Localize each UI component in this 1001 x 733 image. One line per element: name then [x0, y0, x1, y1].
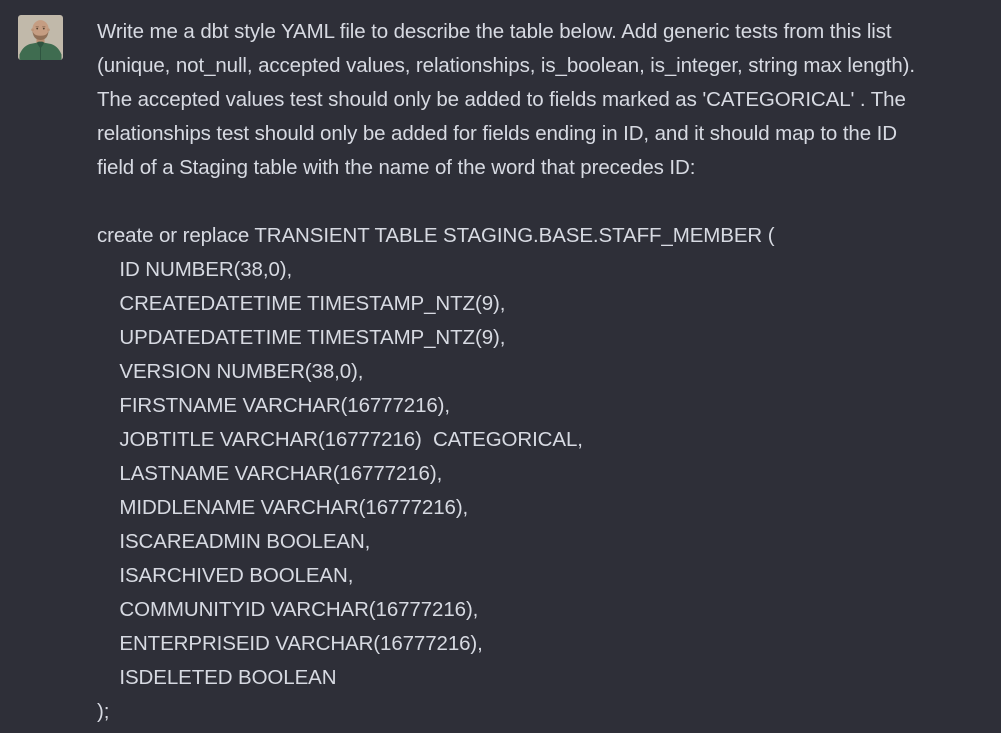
- user-message-text: [97, 15, 997, 729]
- sql-code-line: ID NUMBER(38,0),: [97, 258, 293, 281]
- sql-code-line: CREATEDATETIME TIMESTAMP_NTZ(9),: [97, 292, 506, 315]
- sql-code-line: ISCAREADMIN BOOLEAN,: [97, 530, 371, 553]
- sql-code-line: ISARCHIVED BOOLEAN,: [97, 564, 354, 587]
- sql-code-line: COMMUNITYID VARCHAR(16777216),: [97, 598, 479, 621]
- sql-code-line: VERSION NUMBER(38,0),: [97, 360, 364, 383]
- message-paragraph: [97, 15, 997, 185]
- sql-code-line: MIDDLENAME VARCHAR(16777216),: [97, 496, 469, 519]
- user-avatar-photo: [18, 15, 63, 60]
- sql-code-line: LASTNAME VARCHAR(16777216),: [97, 462, 443, 485]
- message-paragraph-line: (unique, not_null, accepted values, relationships, is_boolean, is_integer, string max length).: [97, 54, 915, 77]
- sql-ddl-block: [97, 219, 997, 729]
- sql-code-line: JOBTITLE VARCHAR(16777216) CATEGORICAL,: [97, 428, 583, 451]
- sql-code-line: ENTERPRISEID VARCHAR(16777216),: [97, 632, 483, 655]
- message-paragraph-line: field of a Staging table with the name of the word that precedes ID:: [97, 156, 696, 179]
- message-paragraph-line: The accepted values test should only be added to fields marked as 'CATEGORICAL' . The: [97, 88, 906, 111]
- message-paragraph-line: Write me a dbt style YAML file to describe the table below. Add generic tests from this list: [97, 20, 892, 43]
- message-paragraph-line: relationships test should only be added for fields ending in ID, and it should map to the ID: [97, 122, 897, 145]
- sql-code-line: );: [97, 700, 110, 723]
- sql-code-line: FIRSTNAME VARCHAR(16777216),: [97, 394, 451, 417]
- user-avatar: [18, 15, 63, 60]
- sql-code-line: create or replace TRANSIENT TABLE STAGING.BASE.STAFF_MEMBER (: [97, 224, 775, 247]
- sql-code-line: ISDELETED BOOLEAN: [97, 666, 337, 689]
- sql-code-line: UPDATEDATETIME TIMESTAMP_NTZ(9),: [97, 326, 506, 349]
